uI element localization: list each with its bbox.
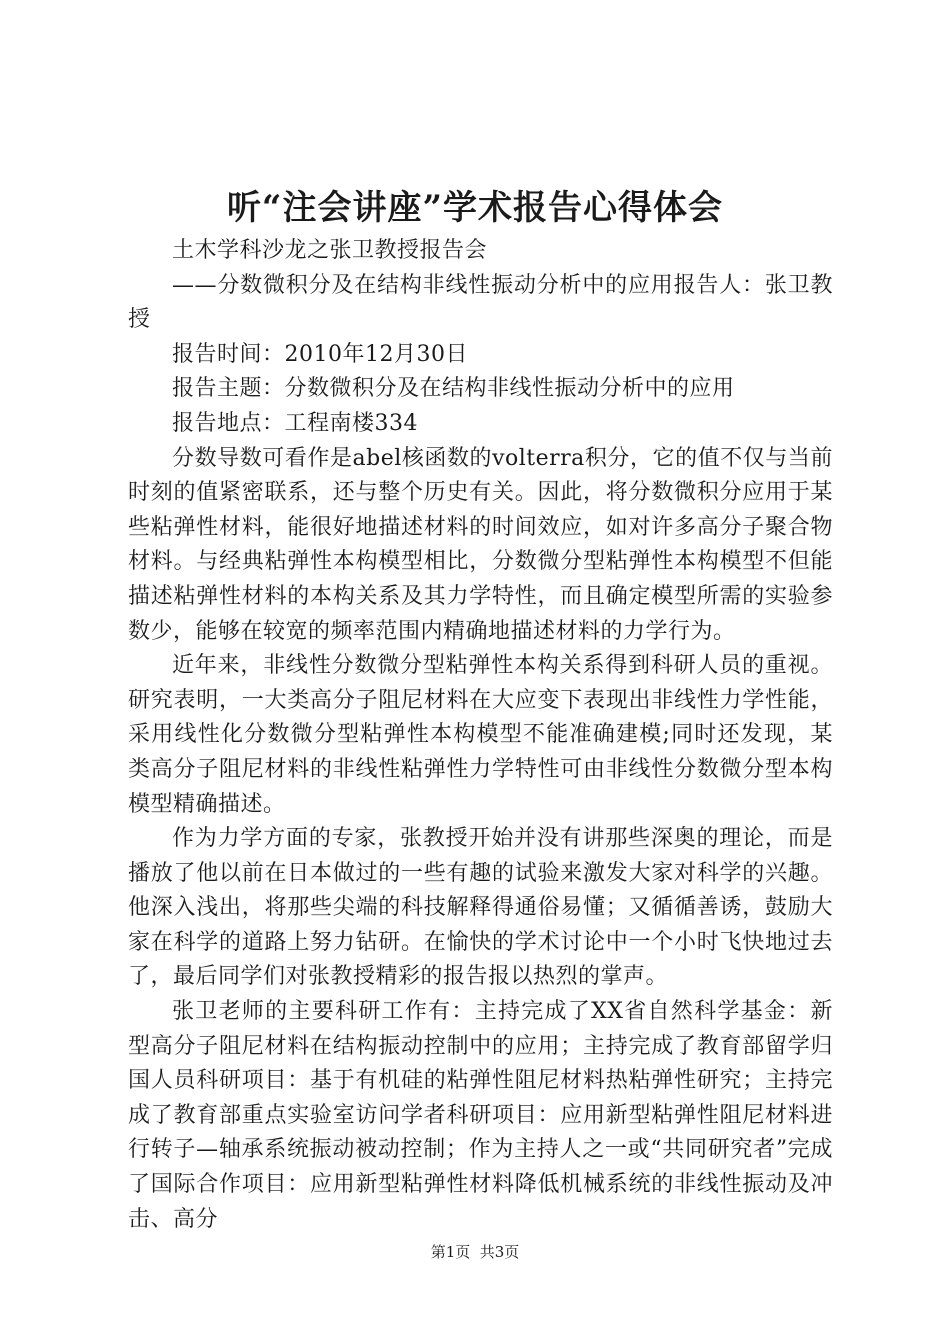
paragraph-report-location: 报告地点：工程南楼334 <box>172 410 418 436</box>
paragraph-lecture-impression: 作为力学方面的专家，张教授开始并没有讲那些深奥的理论，而是播放了他以前在日本做过的一些有趣的试验来激发大家对科学的兴趣。他深入浅出，将那些尖端的科技解释得通俗易懂；又循循善诱，鼓励大家在科学的道路上努力钻研。在愉快的学术讨论中一个小时飞快地过去了，最后同学们对张教授精彩的报告报以热烈的掌声。 <box>128 826 833 990</box>
paragraph-report-topic: 报告主题：分数微积分及在结构非线性振动分析中的应用 <box>172 376 735 402</box>
paragraph-research-work: 张卫老师的主要科研工作有：主持完成了XX省自然科学基金：新型高分子阻尼材料在结构振动控制中的应用；主持完成了教育部留学归国人员科研项目：基于有机硅的粘弹性阻尼材料热粘弹性研究；主持完成了教育部重点实验室访问学者科研项目：应用新型粘弹性阻尼材料进行转子—轴承系统振动被动控制；作为主持人之一或“共同研究者”完成了国际合作项目：应用新型粘弹性材料降低机械系统的非线性振动及冲击、高分 <box>128 999 833 1232</box>
paragraph-recent-research: 近年来，非线性分数微分型粘弹性本构关系得到科研人员的重视。研究表明，一大类高分子阻尼材料在大应变下表现出非线性力学性能，采用线性化分数微分型粘弹性本构模型不能准确建模;同时还发现，某类高分子阻尼材料的非线性粘弹性力学特性可由非线性分数微分型本构模型精确描述。 <box>128 653 833 817</box>
paragraph-salon-heading: 土木学科沙龙之张卫教授报告会 <box>172 238 488 263</box>
paragraph-report-subject-speaker: ——分数微积分及在结构非线性振动分析中的应用报告人：张卫教授 <box>128 272 833 333</box>
document-body <box>128 234 833 1237</box>
page-number-label: 第1页 共3页 <box>430 1243 520 1261</box>
page-footer <box>0 1242 950 1262</box>
paragraph-report-time: 报告时间：2010年12月30日 <box>172 341 468 367</box>
paragraph-fractional-derivative: 分数导数可看作是abel核函数的volterra积分，它的值不仅与当前时刻的值紧密联系，还与整个历史有关。因此，将分数微积分应用于某些粘弹性材料，能很好地描述材料的时间效应，如对许多高分子聚合物材料。与经典粘弹性本构模型相比，分数微分型粘弹性本构模型不但能描述粘弹性材料的本构关系及其力学特性，而且确定模型所需的实验参数少，能够在较宽的频率范围内精确地描述材料的力学行为。 <box>128 445 833 644</box>
document-title: 听“注会讲座”学术报告心得体会 <box>226 188 724 228</box>
